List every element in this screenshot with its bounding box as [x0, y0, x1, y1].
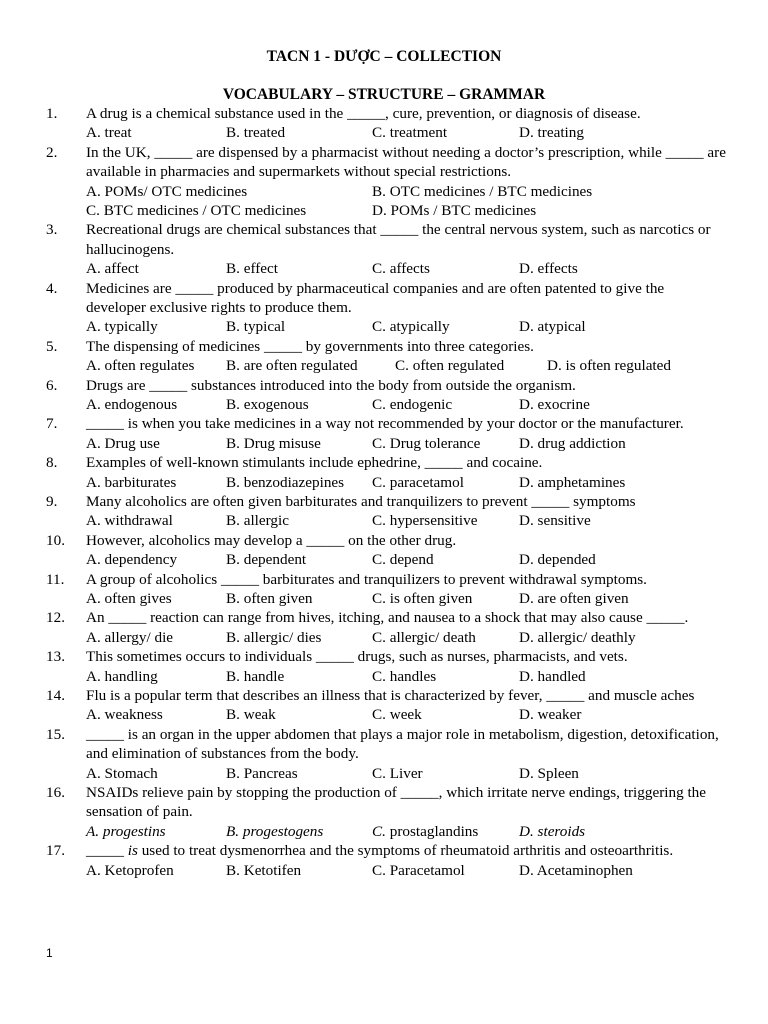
option-d: D. amphetamines: [519, 473, 626, 491]
option-d: D. is often regulated: [547, 357, 671, 375]
option-b: B. exogenous: [226, 396, 309, 413]
question-item: [0, 725, 768, 783]
question-number: 5.: [46, 337, 58, 355]
answer-options: [86, 705, 736, 724]
question-text: Flu is a popular term that describes an illness that is characterized by fever, _____ and muscle aches: [86, 686, 695, 704]
question-text: Many alcoholics are often given barbiturates and tranquilizers to prevent _____ symptoms: [86, 492, 636, 510]
option-b: B. Drug misuse: [226, 434, 321, 452]
question-text: _____ is an organ in the upper abdomen that plays a major role in metabolism, digestion, detoxification, and elimination of substances from the body.: [86, 725, 719, 763]
option-c-letter: C.: [372, 822, 386, 840]
option-c: C. treatment: [372, 124, 448, 142]
answer-options: [86, 473, 736, 492]
option-b: B. dependent: [226, 551, 307, 569]
document-title: TACN 1 - DƯỢC – COLLECTION: [266, 48, 502, 65]
option-c: C. often regulated: [395, 357, 505, 375]
option-c: C. hypersensitive: [372, 512, 478, 530]
option-a: A. dependency: [86, 551, 178, 569]
option-c: C. BTC medicines / OTC medicines: [86, 202, 307, 219]
option-a: A. typically: [86, 318, 158, 336]
option-c-word: prostaglandins: [385, 822, 479, 840]
question-text: This sometimes occurs to individuals _____ drugs, such as nurses, pharmacists, and vets.: [86, 648, 628, 666]
option-b: B. treated: [226, 124, 286, 142]
option-d: D. Spleen: [519, 764, 579, 782]
answer-options: [86, 434, 736, 453]
question-number: 16.: [46, 783, 65, 801]
option-a: A. weakness: [86, 706, 163, 724]
question-item: [0, 647, 768, 686]
question-text: A drug is a chemical substance used in the _____, cure, prevention, or diagnosis of disease.: [86, 105, 641, 122]
answer-options: [86, 182, 736, 221]
option-a: A. allergy/ die: [86, 628, 174, 646]
question-number: 7.: [46, 415, 58, 433]
question-number: 3.: [46, 221, 58, 239]
option-a: A. often regulates: [86, 357, 195, 375]
answer-options: [86, 589, 736, 608]
option-c: C. week: [372, 706, 422, 724]
answer-options: [86, 259, 736, 278]
option-c: C. Paracetamol: [372, 861, 465, 879]
answer-options: [86, 667, 736, 686]
option-b: B. weak: [226, 706, 276, 724]
option-d: D. drug addiction: [519, 434, 626, 452]
answer-options: [86, 628, 736, 647]
option-d: D. steroids: [519, 822, 586, 840]
question-text: Medicines are _____ produced by pharmaceutical companies and are often patented to give the developer exclusive rights to produce them.: [86, 279, 665, 316]
option-a: A. Drug use: [86, 434, 160, 452]
question-text: [86, 841, 726, 860]
option-b: B. typical: [226, 318, 286, 336]
option-d: D. treating: [519, 124, 584, 142]
option-b: B. Pancreas: [226, 764, 298, 782]
question-item: [0, 337, 768, 376]
option-b: B. are often regulated: [226, 357, 358, 375]
question-number: 9.: [46, 492, 58, 510]
question-text-italic: is: [127, 842, 138, 860]
question-number: 4.: [46, 279, 58, 297]
answer-options: [86, 550, 736, 569]
option-a: A. withdrawal: [86, 512, 173, 530]
question-text: Recreational drugs are chemical substances that _____ the central nervous system, such as narcotics or hallucinogens.: [86, 221, 711, 258]
option-a: A. handling: [86, 667, 158, 685]
option-a: A. progestins: [86, 822, 166, 840]
answer-options: [86, 822, 736, 841]
answer-options: [86, 861, 736, 880]
question-item: [0, 608, 768, 647]
answer-options: [86, 317, 736, 336]
question-item: [0, 453, 768, 492]
question-number: 2.: [46, 143, 58, 161]
section-heading: VOCABULARY – STRUCTURE – GRAMMAR: [222, 86, 546, 103]
option-c: C. endogenic: [372, 396, 453, 413]
question-item: [0, 570, 768, 609]
question-text-end: used to treat dysmenorrhea and the symptoms of rheumatoid arthritis and osteoarthritis.: [137, 842, 674, 860]
question-item: [0, 492, 768, 531]
question-item: [0, 531, 768, 570]
question-item: [0, 783, 768, 841]
option-b: B. handle: [226, 667, 285, 685]
question-item: [0, 414, 768, 453]
question-number: 1.: [46, 105, 58, 122]
question-text: However, alcoholics may develop a _____ on the other drug.: [86, 531, 457, 549]
question-number: 13.: [46, 648, 65, 666]
question-text: NSAIDs relieve pain by stopping the production of _____, which irritate nerve endings, triggering the sensation of pain.: [86, 783, 707, 821]
question-text: Examples of well-known stimulants include ephedrine, _____ and cocaine.: [86, 454, 543, 472]
question-item: [0, 143, 768, 221]
option-b: B. effect: [226, 260, 279, 278]
option-d: D. handled: [519, 667, 586, 685]
question-item: [0, 279, 768, 337]
answer-options: [86, 395, 736, 414]
option-b: B. allergic: [226, 512, 289, 530]
question-text: _____ is when you take medicines in a way not recommended by your doctor or the manufacturer.: [86, 415, 684, 433]
option-d: D. POMs / BTC medicines: [372, 202, 537, 219]
question-number: 11.: [46, 570, 65, 588]
option-c: C. handles: [372, 667, 437, 685]
option-a: A. treat: [86, 124, 132, 142]
question-number: 17.: [46, 842, 65, 860]
question-item: [0, 220, 768, 278]
option-c: C. allergic/ death: [372, 628, 476, 646]
answer-options: [86, 123, 736, 142]
question-number: 12.: [46, 609, 65, 627]
option-a: A. Ketoprofen: [86, 861, 174, 879]
question-text: Drugs are _____ substances introduced into the body from outside the organism.: [86, 376, 576, 394]
option-c: C. is often given: [372, 589, 473, 607]
option-b: B. OTC medicines / BTC medicines: [372, 182, 593, 200]
option-c: [372, 822, 478, 841]
option-d: D. depended: [519, 551, 596, 569]
question-number: 8.: [46, 454, 58, 472]
option-d: D. atypical: [519, 318, 586, 336]
question-item: [0, 104, 768, 143]
page-number: 1: [46, 946, 53, 960]
question-text: An _____ reaction can range from hives, itching, and nausea to a shock that may also cause _____.: [86, 609, 689, 627]
option-d: D. allergic/ deathly: [519, 628, 636, 646]
question-item: [0, 686, 768, 725]
option-c: C. atypically: [372, 318, 450, 336]
option-c: C. Liver: [372, 764, 423, 782]
answer-options: [86, 356, 736, 375]
option-a: A. Stomach: [86, 764, 158, 782]
option-b: B. Ketotifen: [226, 861, 302, 879]
option-c: C. paracetamol: [372, 473, 464, 491]
option-c: C. Drug tolerance: [372, 434, 481, 452]
option-c: C. depend: [372, 551, 434, 569]
option-a: A. affect: [86, 260, 139, 278]
option-d: D. weaker: [519, 706, 582, 724]
option-a: A. barbiturates: [86, 473, 177, 491]
option-d: D. are often given: [519, 589, 629, 607]
question-number: 15.: [46, 725, 65, 743]
question-list: [0, 104, 768, 880]
option-a: A. POMs/ OTC medicines: [86, 182, 248, 200]
option-b: B. often given: [226, 589, 313, 607]
question-item: [0, 376, 768, 415]
option-a: A. often gives: [86, 589, 172, 607]
question-number: 14.: [46, 686, 65, 704]
question-text: A group of alcoholics _____ barbiturates and tranquilizers to prevent withdrawal symptoms.: [86, 570, 647, 588]
option-d: D. effects: [519, 260, 578, 278]
option-a: A. endogenous: [86, 396, 178, 413]
question-number: 10.: [46, 531, 65, 549]
question-text: In the UK, _____ are dispensed by a pharmacist without needing a doctor’s prescription, while _____ are available in pharmacies and supermarkets without special restrictions.: [86, 143, 726, 181]
option-d: D. sensitive: [519, 512, 591, 530]
option-d: D. Acetaminophen: [519, 861, 633, 879]
option-c: C. affects: [372, 260, 430, 278]
question-number: 6.: [46, 376, 58, 394]
answer-options: [86, 511, 736, 530]
question-item: [0, 841, 768, 880]
option-b: B. progestogens: [226, 822, 324, 840]
question-text: The dispensing of medicines _____ by governments into three categories.: [86, 337, 534, 355]
answer-options: [86, 764, 736, 783]
option-d: D. exocrine: [519, 396, 590, 413]
option-b: B. benzodiazepines: [226, 473, 345, 491]
question-text-start: _____: [86, 842, 128, 860]
option-b: B. allergic/ dies: [226, 628, 322, 646]
